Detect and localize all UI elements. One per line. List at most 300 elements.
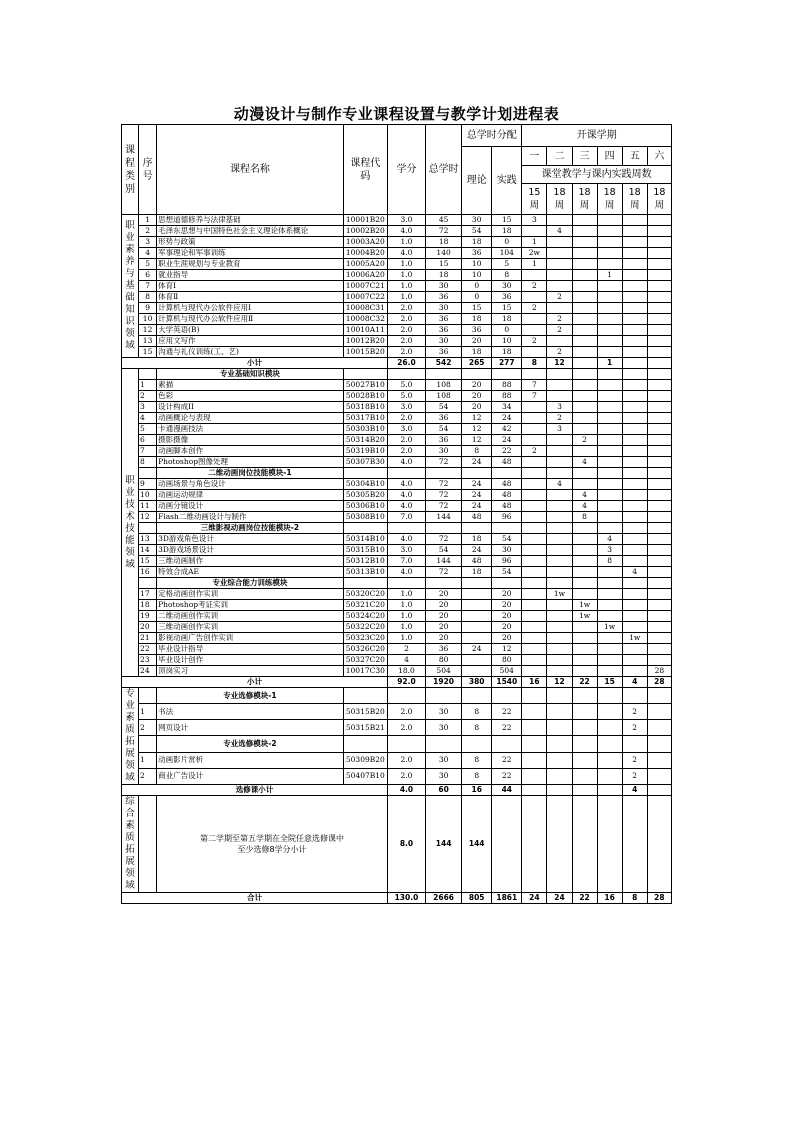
table-cell [597,468,622,479]
value-cell: 20 [462,380,492,391]
value-cell: 12 [462,435,492,446]
course-code: 50317B10 [343,413,387,424]
subtotal-value: 380 [462,677,492,688]
category-cell: 职业技术技能领域 [122,369,139,677]
value-cell: 1.0 [387,281,425,292]
value-cell: 2 [522,303,547,314]
value-cell [622,479,647,490]
value-cell [572,391,597,402]
value-cell [622,215,647,226]
course-code: 50313B10 [343,567,387,578]
value-cell [647,391,671,402]
subtotal-value: 28 [647,677,671,688]
total-value: 28 [647,893,671,904]
value-cell: 2.0 [387,768,425,784]
course-code: 10004B20 [343,248,387,259]
value-cell [622,380,647,391]
value-cell [647,259,671,270]
course-code: 50028B10 [343,391,387,402]
value-cell [597,644,622,655]
value-cell [572,545,597,556]
course-name: 动画概论与表现 [157,413,344,424]
general-elective-row [122,796,672,893]
course-name: 特效合成AE [157,567,344,578]
value-cell [597,479,622,490]
seq-cell: 10 [139,490,157,501]
course-name: 影视动画广告创作实训 [157,633,344,644]
value-cell: 8 [462,752,492,768]
total-value: 8 [622,893,647,904]
course-row [122,512,672,523]
course-code: 50307B30 [343,457,387,468]
value-cell: 504 [426,666,462,677]
table-cell [387,468,425,479]
value-cell: 2.0 [387,314,425,325]
value-cell: 2.0 [387,303,425,314]
value-cell: 18 [462,567,492,578]
course-code: 50304B10 [343,479,387,490]
value-cell [597,589,622,600]
course-name: 职业生涯规划与专业教育 [157,259,344,270]
value-cell [572,325,597,336]
total-value: 16 [597,893,622,904]
value-cell [597,347,622,358]
value-cell [597,248,622,259]
value-cell: 0 [492,237,522,248]
table-cell [387,578,425,589]
value-cell [622,226,647,237]
total-label: 合计 [122,893,388,904]
value-cell: 24 [462,644,492,655]
value-cell [597,435,622,446]
value-cell: 1w [572,600,597,611]
value-cell [547,752,572,768]
course-row [122,314,672,325]
value-cell: 22 [492,768,522,784]
page-title: 动漫设计与制作专业课程设置与教学计划进程表 [233,105,560,123]
value-cell: 3.0 [387,545,425,556]
value-cell [572,752,597,768]
value-cell: 4.0 [387,490,425,501]
subtotal-value: 12 [547,358,572,369]
value-cell: 18 [462,237,492,248]
value-cell: 7 [522,391,547,402]
course-name: 大学英语(B) [157,325,344,336]
total-value: 2666 [426,893,462,904]
header-weekly: 课堂教学与课内实践周数 [522,166,672,184]
value-cell: 2 [547,325,572,336]
module-title: 专业综合能力训练模块 [157,578,344,589]
value-cell: 108 [426,380,462,391]
value-cell: 2 [547,314,572,325]
value-cell [622,391,647,402]
subtotal-value: 4 [622,677,647,688]
value-cell [647,413,671,424]
subtotal-row [122,358,672,369]
value-cell: 8 [462,446,492,457]
value-cell [572,413,597,424]
course-name: 设计构成II [157,402,344,413]
subtotal-value: 22 [572,677,597,688]
value-cell [547,556,572,567]
seq-cell: 1 [139,704,157,720]
value-cell [622,600,647,611]
value-cell: 4 [387,655,425,666]
course-row [122,666,672,677]
course-row [122,545,672,556]
value-cell: 1 [522,259,547,270]
value-cell: 3 [547,424,572,435]
value-cell [597,567,622,578]
value-cell: 12 [492,644,522,655]
course-name: 计算机与现代办公软件应用Ⅰ [157,303,344,314]
table-cell [492,369,522,380]
course-code: 50326C20 [343,644,387,655]
course-code: 10008C32 [343,314,387,325]
course-name: 应用文写作 [157,336,344,347]
value-cell [462,622,492,633]
table-cell [622,796,647,893]
value-cell: 88 [492,391,522,402]
value-cell: 4.0 [387,457,425,468]
value-cell [622,270,647,281]
subtotal-value: 8 [522,358,547,369]
table-cell [572,688,597,704]
header-sem-label: 六 [647,147,671,166]
value-cell [647,281,671,292]
value-cell: 18 [462,314,492,325]
course-code: 50314B20 [343,435,387,446]
value-cell: 1 [597,270,622,281]
subtotal-value: 1920 [426,677,462,688]
seq-cell: 3 [139,237,157,248]
value-cell [547,237,572,248]
category-cell: 职业素养与基础知识领域 [122,215,139,358]
value-cell: 36 [426,325,462,336]
value-cell [572,666,597,677]
total-value: 130.0 [387,893,425,904]
course-name: 计算机与现代办公软件应用Ⅱ [157,314,344,325]
value-cell [522,600,547,611]
value-cell [622,413,647,424]
table-cell [647,796,671,893]
value-cell [522,270,547,281]
value-cell: 3 [547,402,572,413]
value-cell: 4 [572,501,597,512]
value-cell [462,611,492,622]
course-name: 动画分镜设计 [157,501,344,512]
value-cell [597,336,622,347]
value-cell [622,248,647,259]
course-name: 摄影摄像 [157,435,344,446]
value-cell: 1.0 [387,589,425,600]
value-cell: 30 [426,720,462,736]
value-cell [647,512,671,523]
value-cell [547,644,572,655]
header-sem-label: 五 [622,147,647,166]
value-cell: 48 [492,479,522,490]
value-cell [647,457,671,468]
course-name: 毕业设计创作 [157,655,344,666]
subtotal-value [647,358,671,369]
value-cell: 22 [492,720,522,736]
header-sem-label: 一 [522,147,547,166]
subtotal-value: 4 [622,785,647,796]
value-cell [647,611,671,622]
course-row [122,402,672,413]
table-cell [597,736,622,752]
value-cell: 15 [462,303,492,314]
subtotal-value: 12 [547,677,572,688]
table-cell [492,578,522,589]
value-cell: 4 [572,490,597,501]
course-row [122,768,672,784]
total-row [122,893,672,904]
header-name: 课程名称 [157,125,344,215]
subtotal-value: 277 [492,358,522,369]
value-cell: 2.0 [387,446,425,457]
total-value: 805 [462,893,492,904]
table-cell [647,578,671,589]
value-cell [547,303,572,314]
value-cell [622,325,647,336]
table-cell [492,736,522,752]
value-cell: 2 [622,720,647,736]
course-name: 动画脚本创作 [157,446,344,457]
seq-cell: 13 [139,336,157,347]
value-cell [547,501,572,512]
subtotal-value: 15 [597,677,622,688]
course-code: 10010A11 [343,325,387,336]
value-cell: 20 [492,611,522,622]
table-cell [139,796,157,893]
table-cell [522,468,547,479]
value-cell [572,644,597,655]
value-cell [572,622,597,633]
value-cell [597,281,622,292]
subtotal-value: 16 [522,677,547,688]
seq-cell: 7 [139,281,157,292]
category-cell: 专业素质拓展领域 [122,688,139,785]
course-name: 三维动画创作实训 [157,622,344,633]
module-header-row [122,688,672,704]
value-cell: 54 [426,545,462,556]
value-cell: 72 [426,567,462,578]
value-cell: 72 [426,490,462,501]
course-code: 50319B10 [343,446,387,457]
value-cell: 54 [492,534,522,545]
table-cell [647,468,671,479]
value-cell [597,303,622,314]
course-code: 10017C30 [343,666,387,677]
course-name: Photoshop图像处理 [157,457,344,468]
course-name: 3D游戏角色设计 [157,534,344,545]
value-cell: 1.0 [387,633,425,644]
header-semester: 开课学期 [522,125,672,147]
header-distribution: 总学时分配 [462,125,522,147]
value-cell: 140 [426,248,462,259]
course-name: 体育Ⅰ [157,281,344,292]
table-cell [572,578,597,589]
module-title: 二维动画岗位技能模块-1 [157,468,344,479]
table-cell [139,688,157,704]
header-weeks: 18周 [597,184,622,215]
subtotal-label: 小计 [122,358,388,369]
value-cell: 36 [426,292,462,303]
table-cell [572,796,597,893]
value-cell [622,336,647,347]
table-cell [597,369,622,380]
value-cell: 30 [426,768,462,784]
course-code: 50324C20 [343,611,387,622]
course-row [122,336,672,347]
value-cell: 1.0 [387,270,425,281]
table-cell [522,578,547,589]
value-cell: 36 [462,325,492,336]
value-cell [572,281,597,292]
course-code: 50312B10 [343,556,387,567]
course-code: 10001B20 [343,215,387,226]
value-cell [547,600,572,611]
value-cell: 4.0 [387,534,425,545]
seq-cell: 8 [139,292,157,303]
value-cell [622,545,647,556]
value-cell [547,567,572,578]
value-cell [647,490,671,501]
header-weeks: 18周 [572,184,597,215]
course-name: 就业指导 [157,270,344,281]
value-cell: 4.0 [387,479,425,490]
value-cell [522,589,547,600]
table-cell [622,523,647,534]
course-code: 10007C22 [343,292,387,303]
value-cell: 2.0 [387,347,425,358]
course-row [122,589,672,600]
table-cell [547,796,572,893]
value-cell [597,237,622,248]
value-cell: 1.0 [387,237,425,248]
value-cell [647,567,671,578]
course-name: 形势与政策 [157,237,344,248]
value-cell [522,752,547,768]
value-cell [597,611,622,622]
value-cell: 504 [492,666,522,677]
seq-cell: 15 [139,556,157,567]
value-cell [597,314,622,325]
value-cell: 2 [522,336,547,347]
value-cell [572,226,597,237]
course-row [122,446,672,457]
course-row [122,226,672,237]
value-cell: 15 [426,259,462,270]
value-cell [572,589,597,600]
value-cell [522,556,547,567]
value-cell: 2 [622,768,647,784]
table-cell [387,523,425,534]
table-cell [462,578,492,589]
value-cell: 1w [622,633,647,644]
category-cell: 综合素质拓展领域 [122,796,139,893]
value-cell [597,446,622,457]
value-cell: 72 [426,226,462,237]
table-cell [597,523,622,534]
seq-cell: 2 [139,391,157,402]
value-cell: 8 [492,270,522,281]
value-cell [572,633,597,644]
value-cell: 2 [547,413,572,424]
table-cell [462,468,492,479]
value-cell [547,768,572,784]
course-name: 军事理论和军事训练 [157,248,344,259]
value-cell [522,655,547,666]
subtotal-value: 265 [462,358,492,369]
subtotal-value: 1540 [492,677,522,688]
value-cell [622,303,647,314]
course-row [122,435,672,446]
value-cell [572,446,597,457]
value-cell: 2 [522,446,547,457]
table-cell [597,796,622,893]
value-cell: 22 [492,752,522,768]
value-cell: 2 [622,704,647,720]
value-cell [622,237,647,248]
subtotal-value [547,785,572,796]
value-cell: 30 [492,545,522,556]
value-cell: 3 [597,545,622,556]
module-header-row [122,369,672,380]
seq-cell: 11 [139,501,157,512]
value-cell: 48 [492,490,522,501]
course-name: 网页设计 [157,720,344,736]
value-cell [547,270,572,281]
course-name: 三维动画制作 [157,556,344,567]
value-cell: 72 [426,534,462,545]
table-cell [426,523,462,534]
value-cell: 7.0 [387,512,425,523]
value-cell: 80 [426,655,462,666]
value-cell [572,314,597,325]
value-cell: 2 [522,281,547,292]
value-cell [597,215,622,226]
course-row [122,215,672,226]
value-cell [547,611,572,622]
value-cell [622,655,647,666]
value-cell: 48 [462,556,492,567]
value-cell [622,534,647,545]
value-cell [522,479,547,490]
table-cell [522,523,547,534]
value-cell: 1w [547,589,572,600]
table-cell [492,468,522,479]
value-cell: 20 [462,402,492,413]
value-cell [597,413,622,424]
value-cell: 1.0 [387,259,425,270]
course-code: 50303B10 [343,424,387,435]
course-row [122,704,672,720]
value-cell [522,325,547,336]
value-cell: 2.0 [387,325,425,336]
course-name: 动画运动规律 [157,490,344,501]
table-cell [426,688,462,704]
table-cell [343,736,387,752]
course-row [122,380,672,391]
table-cell [547,736,572,752]
value-cell [572,402,597,413]
value-cell: 24 [462,545,492,556]
value-cell [622,402,647,413]
value-cell: 36 [426,644,462,655]
value-cell: 20 [462,391,492,402]
